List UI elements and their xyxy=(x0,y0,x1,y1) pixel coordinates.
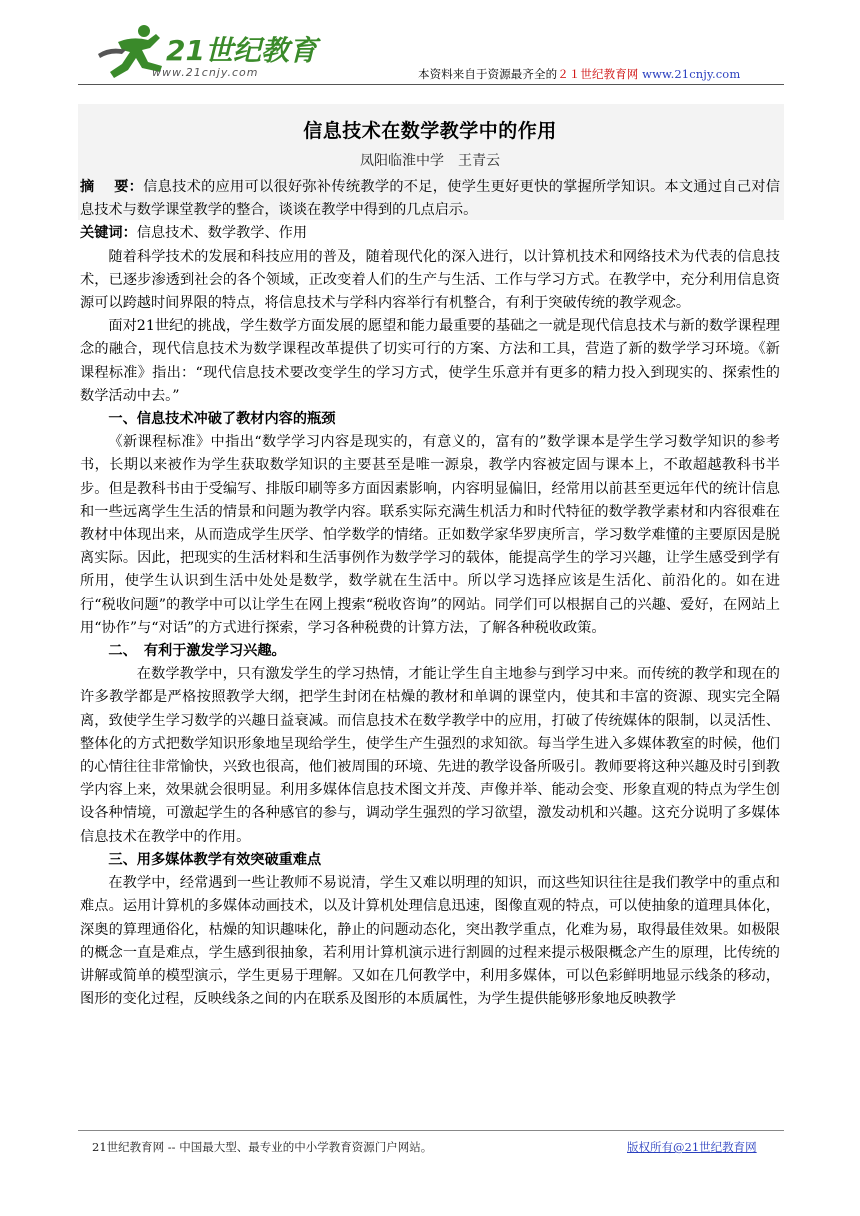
section-heading: 一、信息技术冲破了教材内容的瓶颈 xyxy=(108,411,336,428)
site-logo xyxy=(92,22,317,86)
logo-text: 21世纪教育 xyxy=(166,34,317,67)
header-divider xyxy=(78,84,784,85)
header-url-link[interactable]: www.21cnjy.com xyxy=(642,67,741,81)
footer-site-description: 21世纪教育网 -- 中国最大型、最专业的中小学教育资源门户网站。 xyxy=(92,1140,433,1154)
keywords-text: 信息技术、数学教学、作用 xyxy=(136,225,308,242)
abstract-label: 摘 要： xyxy=(80,179,144,195)
section-heading: 三、用多媒体教学有效突破重难点 xyxy=(108,851,322,868)
keywords-label: 关键词： xyxy=(80,225,137,242)
abstract-text: 信息技术的应用可以很好弥补传统教学的不足，使学生更好更快的掌握所学知识。本文通过自己对信息技术与数学课堂教学的整合，谈谈在教学中得到的几点启示。 xyxy=(80,179,780,219)
footer-divider xyxy=(78,1130,784,1131)
document-body xyxy=(80,176,780,1011)
paragraph: 面对21世纪的挑战，学生数学方面发展的愿望和能力最重要的基础之一就是现代信息技术与新的数学课程理念的融合，现代信息技术为数学课程改革提供了切实可行的方案、方法和工具，营造了新的数学学习环境。《新课程标准》指出：“现代信息技术要改变学生的学习方式，使学生乐意并有更多的精力投入到现实的、探索性的数学活动中去。” xyxy=(80,318,780,404)
document-title: 信息技术在数学教学中的作用 xyxy=(303,120,557,142)
keywords xyxy=(80,222,780,245)
header-site-link[interactable]: ２１世纪教育网 xyxy=(557,67,639,81)
abstract xyxy=(80,176,780,222)
paragraph: 随着科学技术的发展和科技应用的普及，随着现代化的深入进行，以计算机技术和网络技术为代表的信息技术，已逐步渗透到社会的各个领域，正改变着人们的生产与生活、工作与学习方式。在教学中，充分利用信息资源可以跨越时间界限的特点，将信息技术与学科内容举行有机整合，有利于突破传统的教学观念。 xyxy=(80,248,780,312)
paragraph: 在教学中，经常遇到一些让教师不易说清，学生又难以明理的知识，而这些知识往往是我们教学中的重点和难点。运用计算机的多媒体动画技术，以及计算机处理信息迅速，图像直观的特点，可以使抽象的道理具体化，深奥的算理通俗化，枯燥的知识趣味化，静止的问题动态化，突出教学重点，化难为易，取得最佳效果。如极限的概念一直是难点，学生感到很抽象，若利用计算机演示进行割圆的过程来提示极限概念产生的原理，比传统的讲解或简单的模型演示，学生更易于理解。又如在几何教学中，利用多媒体，可以色彩鲜明地显示线条的移动，图形的变化过程，反映线条之间的内在联系及图形的本质属性，为学生提供能够形象地反映教学 xyxy=(80,875,780,1008)
header-note-prefix: 本资料来自于资源最齐全的 xyxy=(418,67,558,81)
header-note xyxy=(418,66,740,82)
document-author: 凤阳临淮中学 王青云 xyxy=(360,153,500,169)
paragraph: 《新课程标准》中指出“数学学习内容是现实的，有意义的，富有的”数学课本是学生学习数学知识的参考书，长期以来被作为学生获取数学知识的主要甚至是唯一源泉，教学内容被定固与课本上，不敢超越教科书半步。但是教科书由于受编写、排版印刷等多方面因素影响，内容明显偏旧，经常用以前甚至更远年代的统计信息和一些远离学生生活的情景和问题为教学内容。联系实际充满生机活力和时代特征的数学教学素材和内容很难在教材中体现出来，从而造成学生厌学、怕学数学的情绪。正如数学家华罗庚所言，学习数学难懂的主要原因是脱离实际。因此，把现实的生活材料和生活事例作为数学学习的载体，能提高学生的学习兴趣，让学生感受到学有所用，使学生认识到生活中处处是数学，数学就在生活中。所以学习选择应该是生活化、前沿化的。如在进行“税收问题”的教学中可以让学生在网上搜索“税收咨询”的网站。同学们可以根据自己的兴趣、爱好，在网站上用“协作”与“对话”的方式进行探索，学习各种税费的计算方法，了解各种税收政策。 xyxy=(80,434,780,636)
section-heading: 二、 有利于激发学习兴趣。 xyxy=(108,643,286,660)
footer-copyright-link[interactable]: 版权所有@21世纪教育网 xyxy=(627,1140,757,1154)
paragraph: 在数学教学中，只有激发学生的学习热情，才能让学生自主地参与到学习中来。而传统的教学和现在的许多教学都是严格按照教学大纲，把学生封闭在枯燥的教材和单调的课堂内，使其和丰富的资源、现实完全隔离，致使学生学习数学的兴趣日益衰减。而信息技术在数学教学中的应用，打破了传统媒体的限制，以灵活性、整体化的方式把数学知识形象地呈现给学生，使学生产生强烈的求知欲。每当学生进入多媒体教室的时候，他们的心情往往非常愉快，兴致也很高，他们被周围的环境、先进的教学设备所吸引。教师要将这种兴趣及时引到教学内容上来，效果就会很明显。利用多媒体信息技术图文并茂、声像并举、能动会变、形象直观的特点为学生创设各种情境，可激起学生的各种感官的参与，调动学生强烈的学习欲望，激发动机和兴趣。这充分说明了多媒体信息技术在教学中的作用。 xyxy=(80,666,780,845)
logo-url-text: www.21cnjy.com xyxy=(152,66,259,79)
